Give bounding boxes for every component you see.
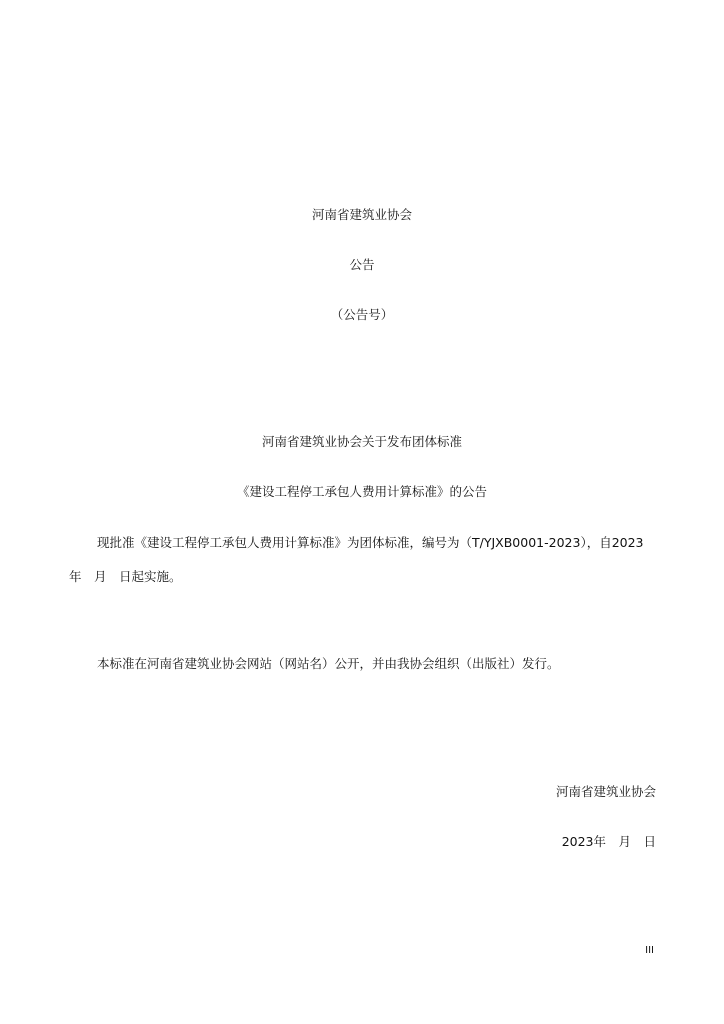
page-number: III [645,945,654,956]
announcement-label: 公告 [349,257,375,272]
notice-paragraph-2: 本标准在河南省建筑业协会网站（网站名）公开，并由我协会组织（出版社）发行。 [97,656,560,671]
signature-organization: 河南省建筑业协会 [555,784,656,799]
notice-title-line-2: 《建设工程停工承包人费用计算标准》的公告 [236,484,487,499]
association-name-heading: 河南省建筑业协会 [311,207,412,222]
announcement-number: （公告号） [330,307,394,322]
signature-date: 2023年 月 日 [561,834,656,849]
notice-paragraph-1-line-2: 年 月 日起实施。 [69,569,182,584]
notice-paragraph-1-line-1: 现批准《建设工程停工承包人费用计算标准》为团体标准，编号为（T/YJXB0001-2023），自2023 [97,535,644,550]
notice-title-line-1: 河南省建筑业协会关于发布团体标准 [261,434,462,449]
